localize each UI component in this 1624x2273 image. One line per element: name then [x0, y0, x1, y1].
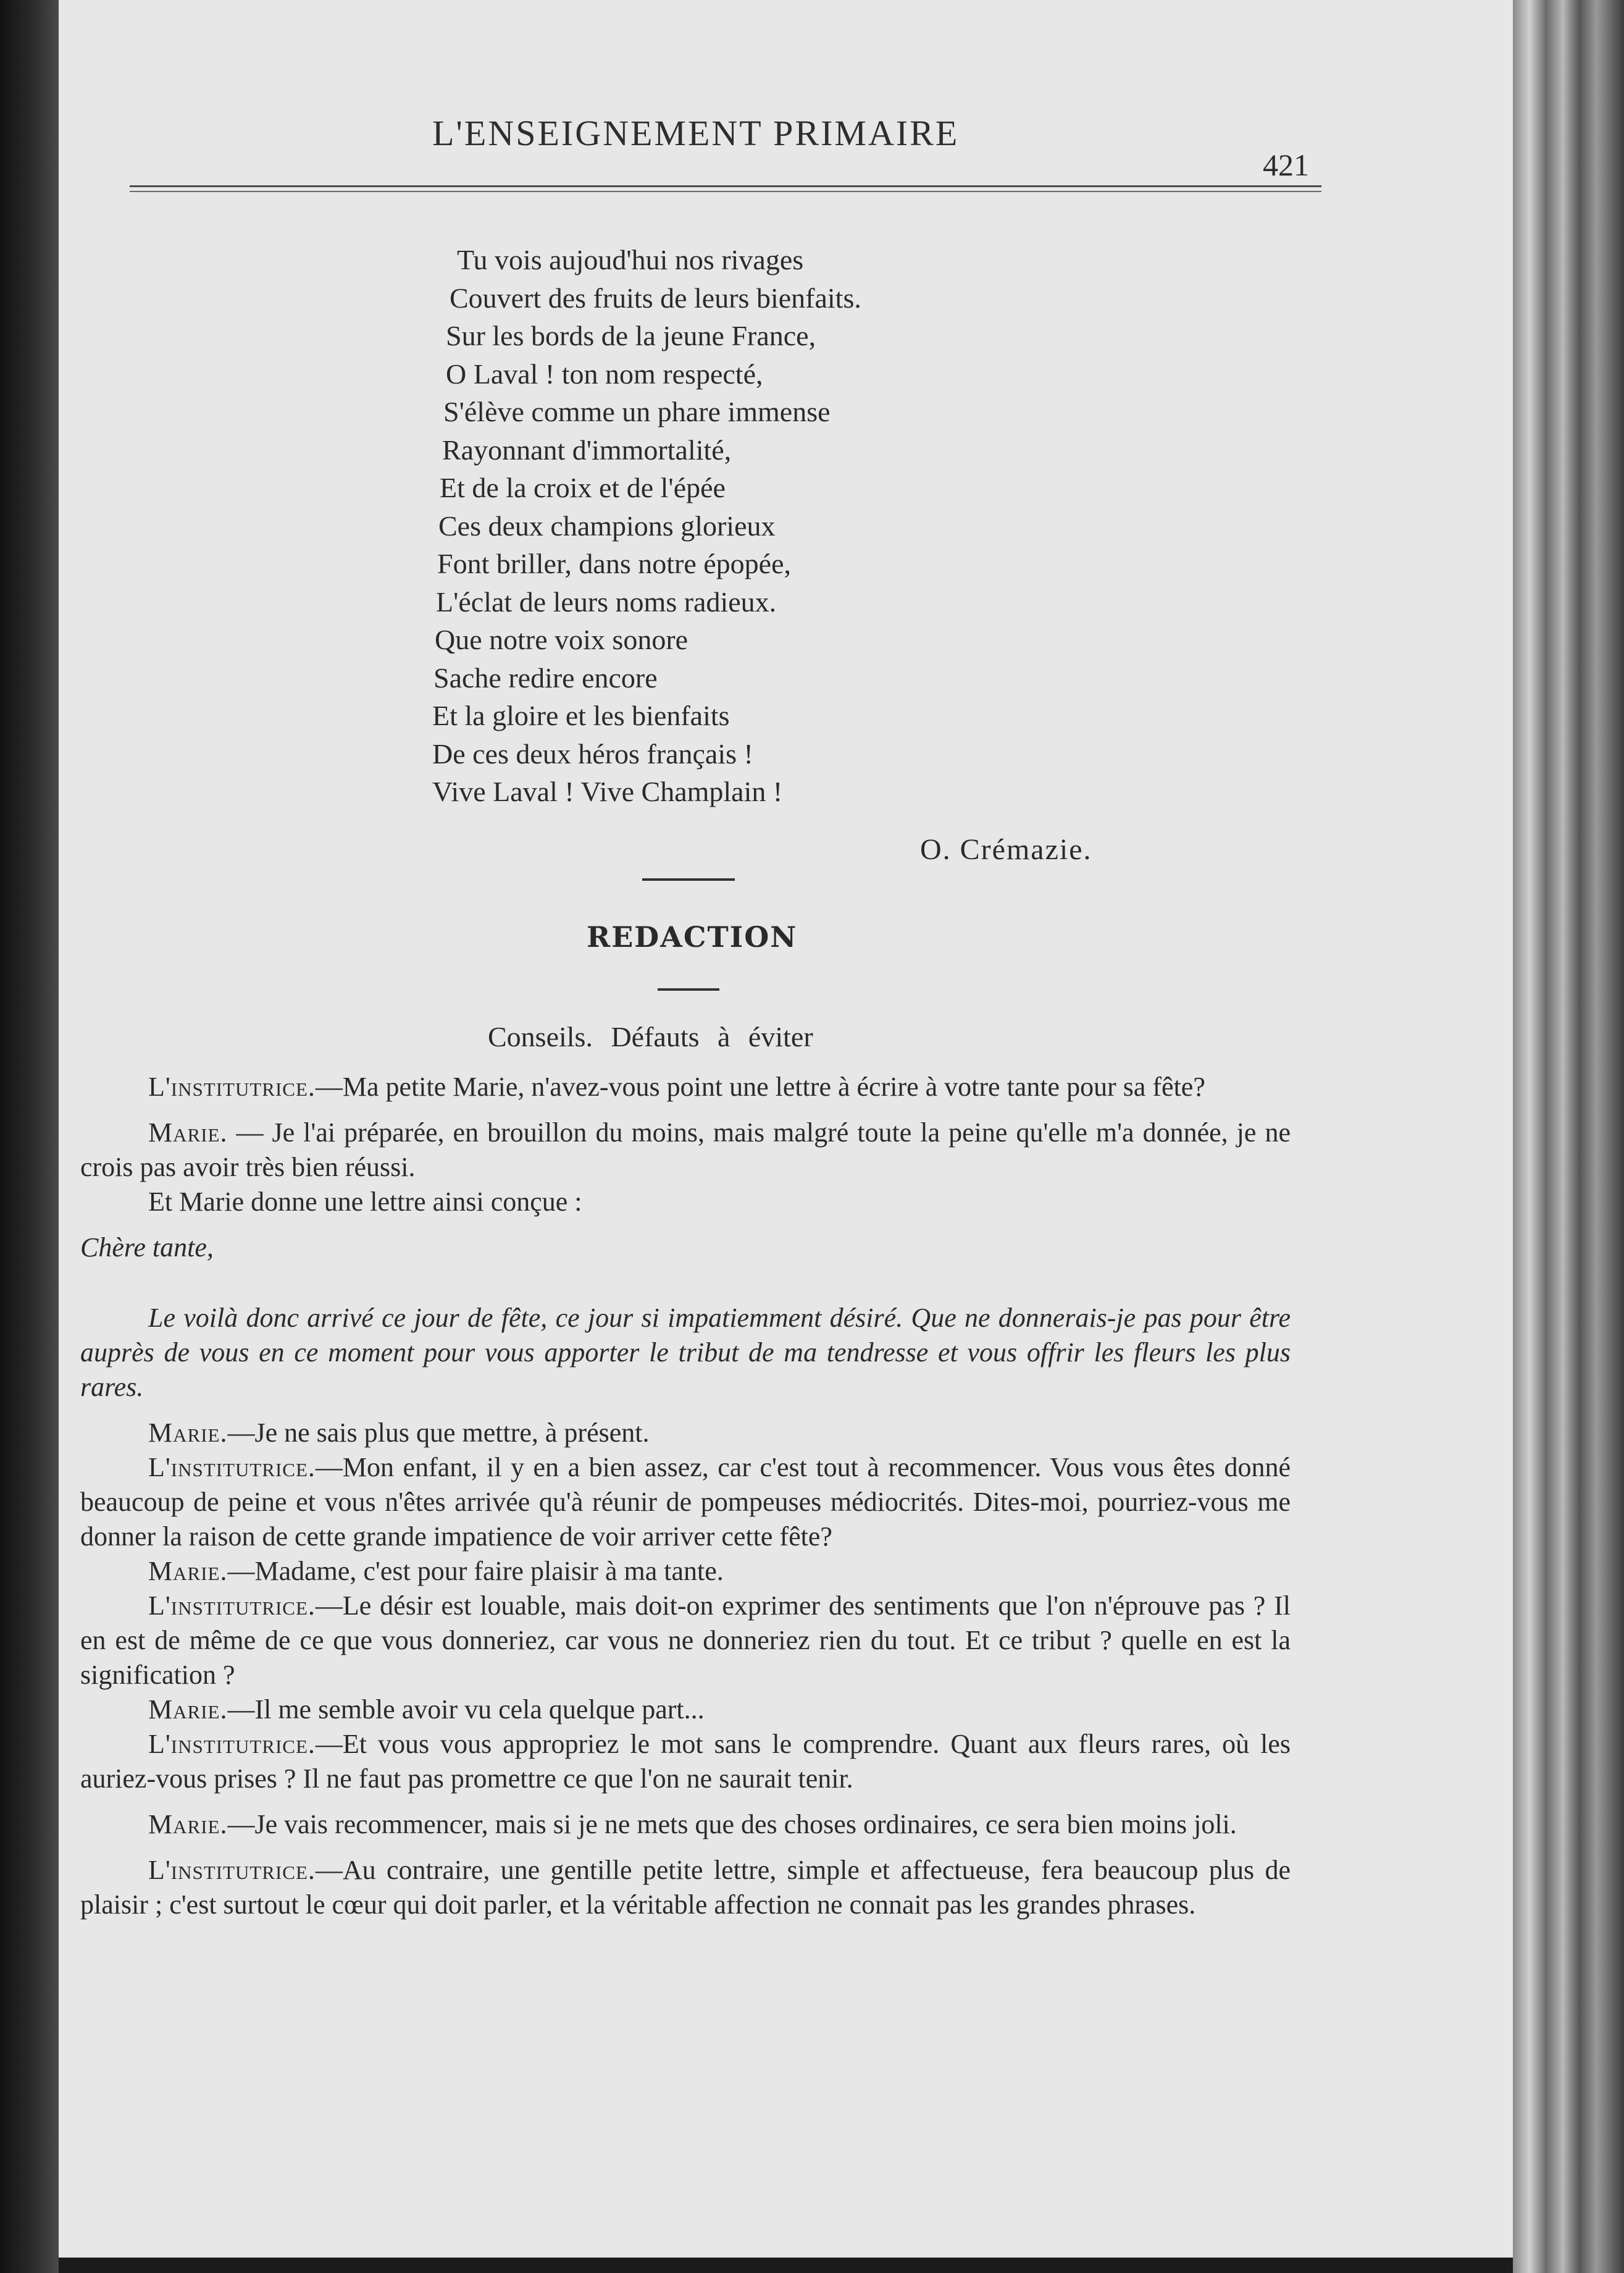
dialogue-line: Et Marie donne une lettre ainsi conçue : — [148, 1187, 582, 1217]
dialogue-paragraph — [80, 1853, 1291, 1922]
dialogue-paragraph — [80, 1692, 1291, 1727]
poem-line: S'élève comme un phare immense — [443, 396, 831, 427]
page-edges — [1513, 0, 1624, 2273]
dialogue-text — [80, 1062, 1291, 1922]
poem-line: L'éclat de leurs noms radieux. — [436, 586, 777, 618]
dialogue-line: —Et vous vous appropriez le mot sans le comprendre. Quant aux fleurs rares, où les auriez-vous prises ? Il ne faut pas promettre ce que l'on ne saurait tenir. — [80, 1729, 1291, 1794]
poem-line: Rayonnant d'immortalité, — [442, 434, 732, 466]
poem-line: O Laval ! ton nom respecté, — [446, 358, 763, 390]
dialogue-line: —Je ne sais plus que mettre, à présent. — [227, 1418, 650, 1448]
speaker-label: L'institutrice. — [148, 1855, 316, 1885]
poem-line: Couvert des fruits de leurs bienfaits. — [450, 282, 861, 314]
dialogue-paragraph — [80, 1185, 1291, 1219]
dialogue-line: —Il me semble avoir vu cela quelque part... — [227, 1694, 705, 1725]
speaker-label: Marie. — [148, 1418, 228, 1448]
dialogue-paragraph — [80, 1807, 1291, 1842]
speaker-label: L'institutrice. — [148, 1452, 316, 1482]
running-head: L'ENSEIGNEMENT PRIMAIRE — [432, 113, 960, 153]
speaker-label: Marie. — [148, 1117, 228, 1148]
poem-line: Tu vois aujoud'hui nos rivages — [457, 244, 804, 275]
dialogue-paragraph — [80, 1589, 1291, 1692]
dialogue-line: —Madame, c'est pour faire plaisir à ma tante. — [227, 1556, 724, 1586]
dialogue-line: —Je vais recommencer, mais si je ne mets que des choses ordinaires, ce sera bien moins joli. — [227, 1809, 1237, 1839]
poem-line: Vive Laval ! Vive Champlain ! — [432, 776, 783, 807]
binding-shadow — [0, 0, 59, 2273]
poem-line: Et de la croix et de l'épée — [440, 472, 726, 503]
dialogue-paragraph — [80, 1554, 1291, 1589]
letter-body: Le voilà donc arrivé ce jour de fête, ce jour si impatiemment désiré. Que ne donnerais-je pas pour être auprès de vous en ce moment pour vous apporter le tribut de ma tendresse et vous offrir les fleurs les plus rares. — [80, 1303, 1291, 1402]
page-number: 421 — [1263, 148, 1309, 182]
poem-line: Sur les bords de la jeune France, — [446, 320, 816, 351]
dialogue-line: —Ma petite Marie, n'avez-vous point une lettre à écrire à votre tante pour sa fête? — [315, 1072, 1205, 1102]
dialogue-paragraph — [80, 1115, 1291, 1185]
separator-rule — [642, 878, 735, 881]
separator-rule — [658, 988, 719, 991]
poem-line: Font briller, dans notre épopée, — [437, 548, 792, 579]
dialogue-paragraph — [80, 1070, 1291, 1104]
speaker-label: Marie. — [148, 1694, 228, 1725]
poem-line: Ces deux champions glorieux — [438, 510, 776, 542]
poem-author: O. Crémazie. — [920, 833, 1092, 866]
dialogue-paragraph — [80, 1727, 1291, 1796]
dialogue-paragraph — [80, 1450, 1291, 1554]
dialogue-line: —Mon enfant, il y en a bien assez, car c'est tout à recommencer. Vous vous êtes donné beaucoup de peine et vous n'êtes arrivée qu'à réunir de pompeuses médiocrités. Dites-moi, pourriez-vous me donner la raison de cette grande impatience de voir arriver cette fête? — [80, 1452, 1291, 1552]
poem-line: Et la gloire et les bienfaits — [432, 700, 730, 731]
section-subtitle: Conseils. Défauts à éviter — [488, 1021, 813, 1052]
speaker-label: Marie. — [148, 1556, 228, 1586]
dialogue-line: —Le désir est louable, mais doit-on exprimer des sentiments que l'on n'éprouve pas ? Il en est de même de ce que vous donneriez, car vous ne donneriez rien du tout. Et ce tribut ? quelle en est la signification ? — [80, 1590, 1291, 1690]
dialogue-line: — Je l'ai préparée, en brouillon du moins, mais malgré toute la peine qu'elle m'a donnée, je ne crois pas avoir très bien réussi. — [80, 1117, 1291, 1182]
poem-line: Sache redire encore — [433, 662, 658, 694]
header-rule — [130, 185, 1321, 192]
dialogue-paragraph — [80, 1416, 1291, 1450]
letter-salutation: Chère tante, — [80, 1232, 214, 1263]
speaker-label: Marie. — [148, 1809, 228, 1839]
section-title: REDACTION — [587, 920, 798, 954]
speaker-label: L'institutrice. — [148, 1590, 316, 1621]
poem — [432, 241, 1050, 811]
speaker-label: L'institutrice. — [148, 1072, 316, 1102]
speaker-label: L'institutrice. — [148, 1729, 316, 1759]
poem-line: Que notre voix sonore — [435, 624, 689, 655]
poem-line: De ces deux héros français ! — [432, 737, 753, 770]
dialogue-line: —Au contraire, une gentille petite lettre, simple et affectueuse, fera beaucoup plus de plaisir ; c'est surtout le cœur qui doit parler, et la véritable affection ne connait pas les grandes phrases. — [80, 1855, 1291, 1920]
